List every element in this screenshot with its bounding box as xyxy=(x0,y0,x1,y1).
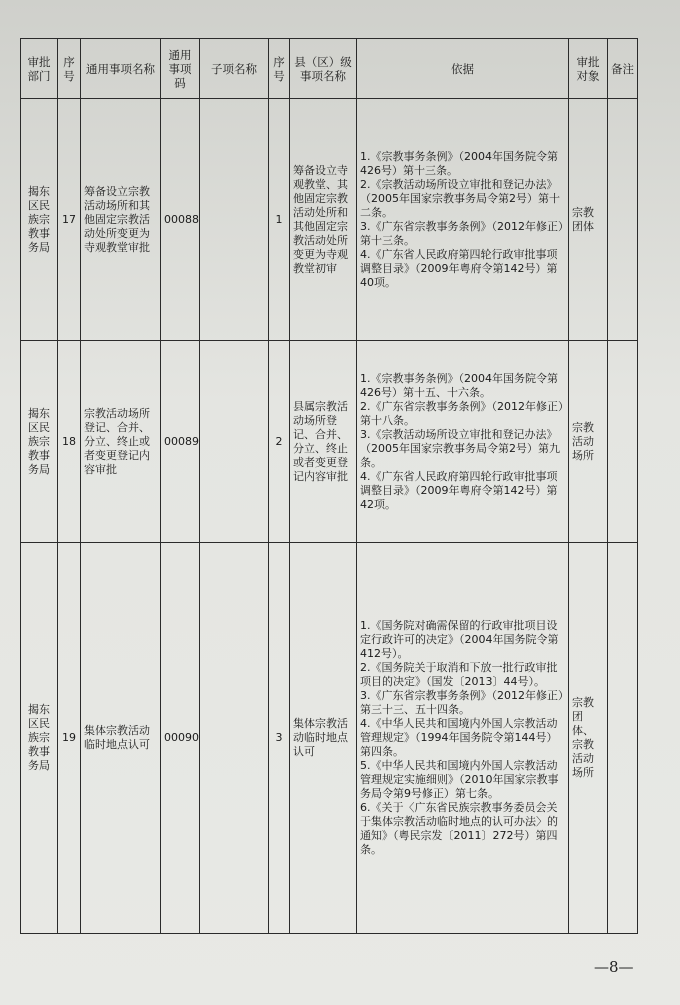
basis-line: 3.《广东省宗教事务条例》（2012年修正）第三十三、五十四条。 xyxy=(360,689,564,716)
header-item-name: 通用事项名称 xyxy=(81,39,161,99)
basis-line: 4.《中华人民共和国境内外国人宗教活动管理规定》（1994年国务院令第144号）第四条。 xyxy=(360,717,558,758)
header-note: 备注 xyxy=(608,39,638,99)
cell-sub-seq: 2 xyxy=(269,341,290,543)
cell-target: 宗教团体、宗教活动场所 xyxy=(569,543,608,934)
header-row xyxy=(21,39,638,99)
cell-item-code: 00088 xyxy=(161,99,200,341)
basis-line: 1.《宗教事务条例》（2004年国务院令第426号）第十三条。 xyxy=(360,149,558,177)
cell-item-code: 00089 xyxy=(161,341,200,543)
header-target: 审批对象 xyxy=(569,39,608,99)
cell-item-name: 集体宗教活动临时地点认可 xyxy=(81,543,161,934)
header-seq: 序号 xyxy=(58,39,81,99)
cell-sub-seq: 3 xyxy=(269,543,290,934)
basis-line: 3.《宗教活动场所设立审批和登记办法》（2005年国家宗教事务局令第2号）第九条。 xyxy=(360,427,560,469)
cell-note xyxy=(608,543,638,934)
table-row xyxy=(21,543,638,934)
cell-dept: 揭东区民族宗教事务局 xyxy=(21,543,58,934)
cell-seq: 17 xyxy=(58,99,81,341)
cell-basis xyxy=(357,341,569,543)
basis-line: 1.《国务院对确需保留的行政审批项目设定行政许可的决定》（2004年国务院令第412号）。 xyxy=(360,619,559,660)
header-item-code: 通用事项码 xyxy=(161,39,200,99)
header-county-name: 县（区）级事项名称 xyxy=(290,39,357,99)
basis-line: 5.《中华人民共和国境内外国人宗教活动管理规定实施细则》（2010年国家宗教事务局令第9号修正）第七条。 xyxy=(360,759,559,800)
cell-county-name: 集体宗教活动临时地点认可 xyxy=(290,543,357,934)
page-number: —8— xyxy=(594,958,634,976)
cell-item-name: 筹备设立宗教活动场所和其他固定宗教活动处所变更为寺观教堂审批 xyxy=(81,99,161,341)
table-row xyxy=(21,99,638,341)
basis-line: 4.《广东省人民政府第四轮行政审批事项调整目录》（2009年粤府令第142号）第40项。 xyxy=(360,247,558,289)
header-sub-name: 子项名称 xyxy=(200,39,269,99)
basis-line: 4.《广东省人民政府第四轮行政审批事项调整目录》（2009年粤府令第142号）第42项。 xyxy=(360,469,558,511)
basis-line: 2.《国务院关于取消和下放一批行政审批项目的决定》（国发〔2013〕44号）。 xyxy=(360,661,558,688)
cell-sub-name xyxy=(200,99,269,341)
cell-basis xyxy=(357,99,569,341)
cell-sub-name xyxy=(200,341,269,543)
basis-line: 1.《宗教事务条例》（2004年国务院令第426号）第十五、十六条。 xyxy=(360,371,558,399)
header-basis: 依据 xyxy=(357,39,569,99)
basis-line: 2.《广东省宗教事务条例》（2012年修正）第十八条。 xyxy=(360,399,564,427)
cell-seq: 19 xyxy=(58,543,81,934)
basis-line: 3.《广东省宗教事务条例》（2012年修正）第十三条。 xyxy=(360,219,564,247)
cell-note xyxy=(608,341,638,543)
cell-county-name: 筹备设立寺观教堂、其他固定宗教活动处所和其他固定宗教活动处所变更为寺观教堂初审 xyxy=(290,99,357,341)
cell-item-code: 00090 xyxy=(161,543,200,934)
cell-dept: 揭东区民族宗教事务局 xyxy=(21,341,58,543)
cell-note xyxy=(608,99,638,341)
basis-line: 2.《宗教活动场所设立审批和登记办法》（2005年国家宗教事务局令第2号）第十二条。 xyxy=(360,177,560,219)
header-dept: 审批部门 xyxy=(21,39,58,99)
cell-seq: 18 xyxy=(58,341,81,543)
table-row xyxy=(21,341,638,543)
cell-sub-seq: 1 xyxy=(269,99,290,341)
cell-item-name: 宗教活动场所登记、合并、分立、终止或者变更登记内容审批 xyxy=(81,341,161,543)
cell-sub-name xyxy=(200,543,269,934)
header-sub-seq: 序号 xyxy=(269,39,290,99)
cell-dept: 揭东区民族宗教事务局 xyxy=(21,99,58,341)
approval-items-table xyxy=(20,38,638,934)
basis-line: 6.《关于〈广东省民族宗教事务委员会关于集体宗教活动临时地点的认可办法〉的通知》（粤民宗发〔2011〕272号）第四条。 xyxy=(360,801,558,856)
cell-county-name: 县属宗教活动场所登记、合并、分立、终止或者变更登记内容审批 xyxy=(290,341,357,543)
cell-target: 宗教团体 xyxy=(569,99,608,341)
cell-basis xyxy=(357,543,569,934)
cell-target: 宗教活动场所 xyxy=(569,341,608,543)
